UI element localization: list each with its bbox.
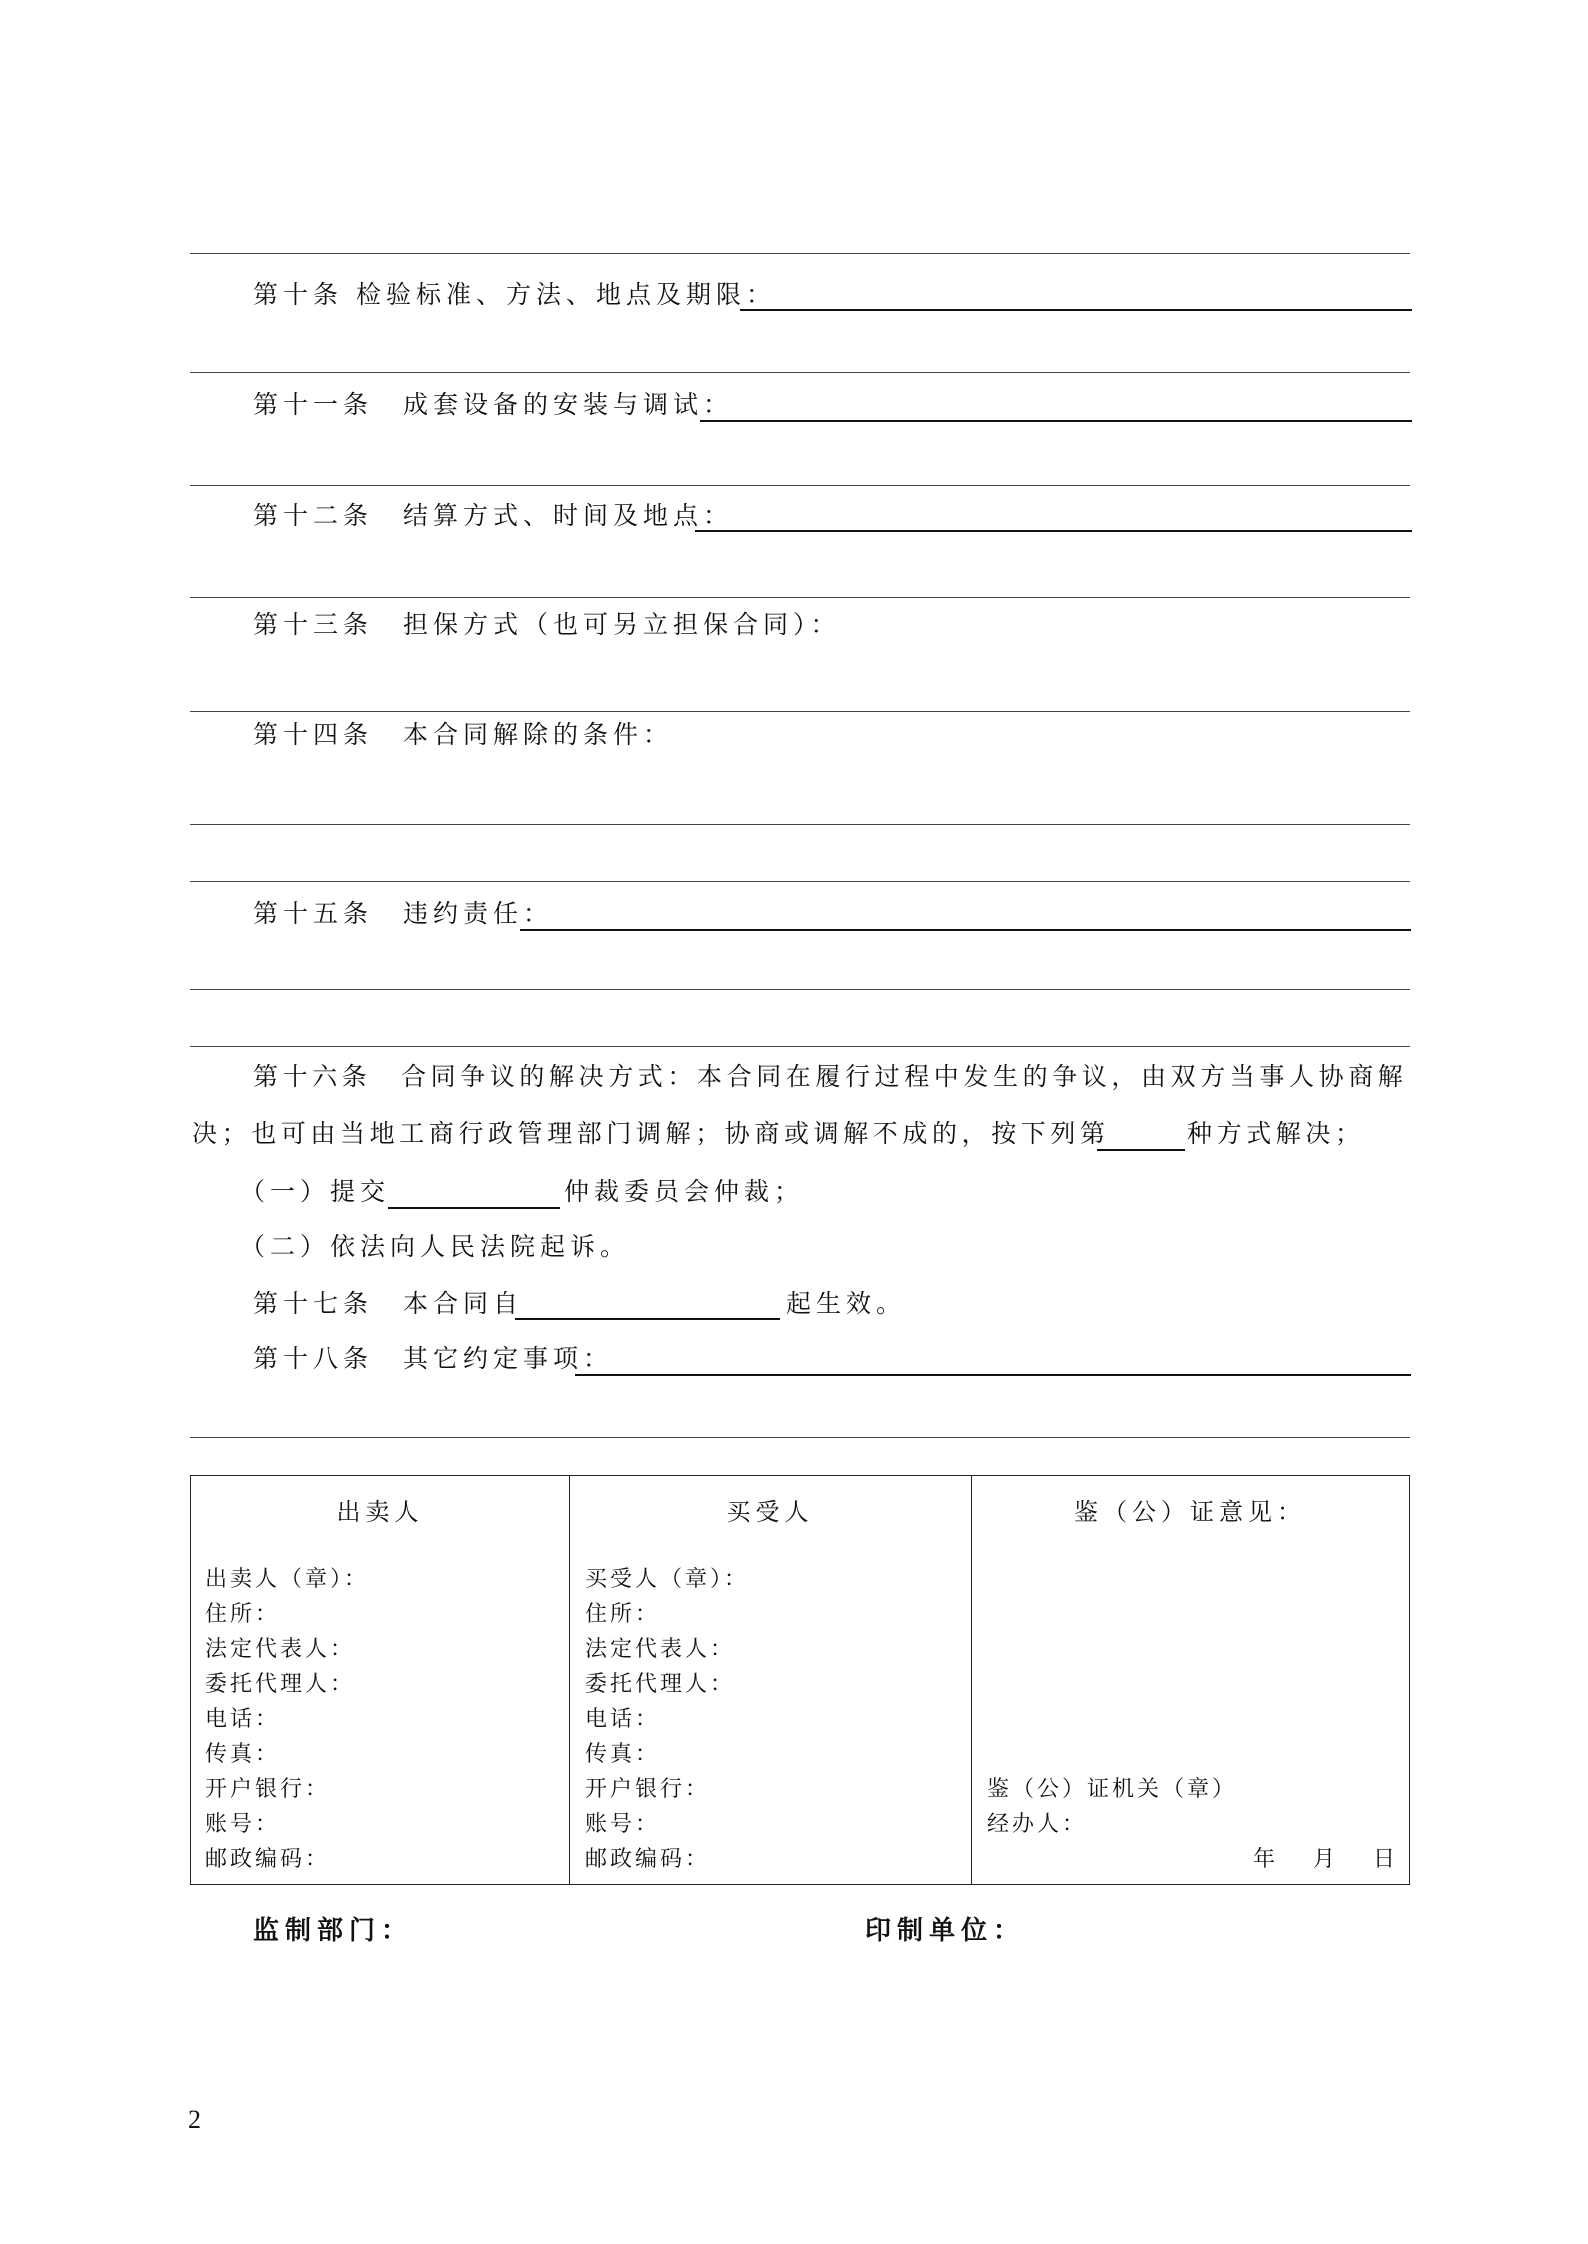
article-12-blank[interactable] (695, 530, 1412, 532)
buyer-header: 买受人 (726, 1498, 814, 1526)
separator-line (190, 824, 1410, 825)
article-18: 第十八条 其它约定事项： (253, 1344, 614, 1373)
seller-header: 出卖人 (336, 1498, 424, 1526)
separator-line (190, 881, 1410, 882)
article-17-post: 起生效。 (786, 1289, 907, 1318)
supervisor-label: 监制部门： (253, 1916, 414, 1946)
article-16-method-blank[interactable] (1097, 1149, 1185, 1151)
buyer-field: 委托代理人： (585, 1672, 736, 1697)
notary-date-label: 年 月 日 (1253, 1847, 1404, 1872)
article-16-line1: 第十六条 合同争议的解决方式：本合同在履行过程中发生的争议，由双方当事人协商解 (253, 1062, 1408, 1091)
separator-line (190, 597, 1410, 598)
seller-field: 委托代理人： (205, 1672, 356, 1697)
seller-field: 开户银行： (205, 1777, 331, 1802)
seller-field: 账号： (205, 1812, 281, 1837)
seller-field: 出卖人（章）： (205, 1567, 370, 1592)
notary-header: 鉴（公）证意见： (1074, 1498, 1306, 1526)
article-10-blank[interactable] (740, 309, 1412, 311)
article-14: 第十四条 本合同解除的条件： (253, 720, 674, 749)
article-17-pre: 第十七条 本合同自 (253, 1289, 524, 1318)
article-16-option2: （二）依法向人民法院起诉。 (240, 1232, 631, 1261)
buyer-field: 开户银行： (585, 1777, 711, 1802)
seller-fields (205, 1562, 369, 1877)
buyer-field: 电话： (585, 1707, 661, 1732)
table-divider (569, 1476, 570, 1884)
seller-field: 邮政编码： (205, 1847, 331, 1872)
signature-table (190, 1475, 1410, 1885)
article-16-option1-post: 仲裁委员会仲裁； (564, 1177, 805, 1206)
article-18-blank[interactable] (575, 1374, 1411, 1376)
seller-field: 传真： (205, 1742, 281, 1767)
article-10: 第十条 检验标准、方法、地点及期限： (253, 280, 776, 309)
article-11-blank[interactable] (700, 420, 1412, 422)
article-16-line2-pre: 决；也可由当地工商行政管理部门调解；协商或调解不成的，按下列第 (192, 1119, 1110, 1148)
buyer-field: 传真： (585, 1742, 661, 1767)
separator-line (190, 1437, 1410, 1438)
separator-line (190, 1046, 1410, 1047)
notary-handler-label: 经办人： (987, 1812, 1088, 1837)
article-13: 第十三条 担保方式（也可另立担保合同）： (253, 610, 841, 639)
article-15: 第十五条 违约责任： (253, 899, 554, 928)
page-number: 2 (188, 2105, 201, 2134)
separator-line (190, 711, 1410, 712)
arbitration-committee-blank[interactable] (388, 1207, 560, 1209)
buyer-field: 买受人（章）： (585, 1567, 750, 1592)
seller-field: 电话： (205, 1707, 281, 1732)
effective-date-blank[interactable] (515, 1318, 780, 1320)
buyer-field: 住所： (585, 1602, 661, 1627)
table-divider (971, 1476, 972, 1884)
notary-seal-label: 鉴（公）证机关（章） (987, 1777, 1238, 1802)
separator-line (190, 485, 1410, 486)
buyer-field: 法定代表人： (585, 1637, 736, 1662)
buyer-field: 邮政编码： (585, 1847, 711, 1872)
seller-field: 法定代表人： (205, 1637, 356, 1662)
buyer-fields (585, 1562, 749, 1877)
printer-label: 印制单位： (865, 1916, 1026, 1946)
article-16-option1-pre: （一）提交 (240, 1177, 391, 1206)
article-16-line2-post: 种方式解决； (1187, 1119, 1365, 1148)
separator-line (190, 253, 1410, 254)
seller-field: 住所： (205, 1602, 281, 1627)
article-11: 第十一条 成套设备的安装与调试： (253, 390, 734, 419)
article-12: 第十二条 结算方式、时间及地点： (253, 501, 734, 530)
separator-line (190, 989, 1410, 990)
separator-line (190, 372, 1410, 373)
article-15-blank[interactable] (520, 929, 1411, 931)
buyer-field: 账号： (585, 1812, 661, 1837)
